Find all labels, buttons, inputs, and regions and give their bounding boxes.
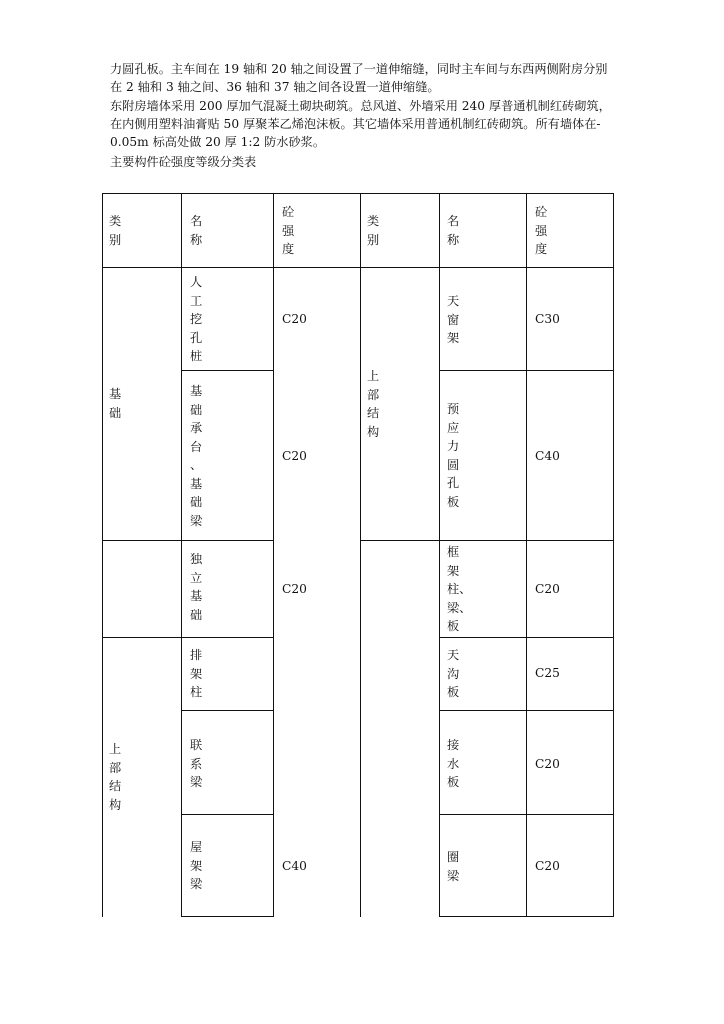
- category-superstructure-right: 上 部 结 构: [367, 369, 380, 439]
- strength-value: C40: [535, 449, 560, 463]
- category-foundation: 基 础: [109, 387, 122, 420]
- row-divider: [102, 637, 181, 638]
- table-col-divider: [181, 193, 182, 917]
- strength-value: C20: [535, 757, 560, 771]
- component-name: 天 沟 板: [447, 648, 460, 699]
- strength-value: C30: [535, 312, 560, 326]
- component-name: 预 应 力 圆 孔 板: [447, 402, 460, 509]
- table-caption: 主要构件砼强度等级分类表: [110, 155, 257, 169]
- row-divider: [439, 916, 614, 917]
- text-line: 在内侧用塑料油膏贴 50 厚聚苯乙烯泡沫板。其它墙体采用普通机制红砖砌筑。所有墙体在-: [110, 117, 601, 131]
- table-col-divider: [439, 193, 440, 917]
- table-col-divider: [360, 193, 361, 917]
- strength-value: C20: [535, 859, 560, 873]
- text-line: 东附房墙体采用 200 厚加气混凝土砌块砌筑。总风道、外墙采用 240 厚普通机制红砖砌筑，: [110, 99, 611, 113]
- strength-value: C20: [282, 312, 307, 326]
- table-col-divider: [526, 193, 527, 917]
- component-name: 人 工 挖 孔 桩: [190, 275, 203, 363]
- paragraph-expansion-joints: [110, 60, 625, 96]
- row-divider: [360, 540, 439, 541]
- table-border-top: [102, 193, 614, 194]
- table-border-left: [102, 193, 103, 917]
- row-divider: [181, 710, 274, 711]
- component-name: 独 立 基 础: [190, 552, 203, 622]
- category-superstructure: 上 部 结 构: [109, 742, 122, 812]
- strength-value: C20: [282, 449, 307, 463]
- component-name: 屋 架 梁: [190, 840, 203, 891]
- row-divider: [181, 540, 274, 541]
- header-name: 名 称: [447, 214, 460, 247]
- component-name: 接 水 板: [447, 738, 460, 789]
- header-category: 类 别: [109, 214, 122, 247]
- row-divider: [439, 710, 614, 711]
- row-divider: [439, 540, 614, 541]
- header-name: 名 称: [190, 214, 203, 247]
- header-category: 类 别: [367, 214, 380, 247]
- strength-value: C40: [282, 859, 307, 873]
- paragraph-wall-materials: [110, 97, 625, 151]
- component-name: 圈 梁: [447, 850, 460, 883]
- text-line: 在 2 轴和 3 轴之间、36 轴和 37 轴之间各设置一道伸缩缝。: [110, 80, 440, 94]
- component-name: 基 础 承 台 、 基 础 梁: [190, 384, 203, 528]
- component-name: 天 窗 架: [447, 294, 460, 345]
- row-divider: [181, 814, 274, 815]
- table-col-divider: [273, 193, 274, 917]
- strength-value: C25: [535, 666, 560, 680]
- row-divider: [439, 814, 614, 815]
- row-divider: [181, 370, 274, 371]
- component-name: 联 系 梁: [190, 738, 203, 789]
- component-name: 框 架 柱、 梁、 板: [447, 545, 472, 633]
- strength-value: C20: [282, 582, 307, 596]
- row-divider: [102, 540, 181, 541]
- row-divider: [181, 916, 274, 917]
- text-line: 0.05m 标高处做 20 厚 1:2 防水砂浆。: [110, 135, 326, 149]
- table-border-right: [613, 193, 614, 917]
- text-line: 力圆孔板。主车间在 19 轴和 20 轴之间设置了一道伸缩缝，同时主车间与东西两侧附房分别: [110, 62, 608, 76]
- row-divider: [439, 637, 614, 638]
- header-strength: 砼 强 度: [282, 205, 295, 256]
- row-divider: [439, 370, 614, 371]
- table-header-divider: [102, 267, 614, 268]
- strength-value: C20: [535, 582, 560, 596]
- header-strength: 砼 强 度: [535, 205, 548, 256]
- component-name: 排 架 柱: [190, 648, 203, 699]
- row-divider: [181, 637, 274, 638]
